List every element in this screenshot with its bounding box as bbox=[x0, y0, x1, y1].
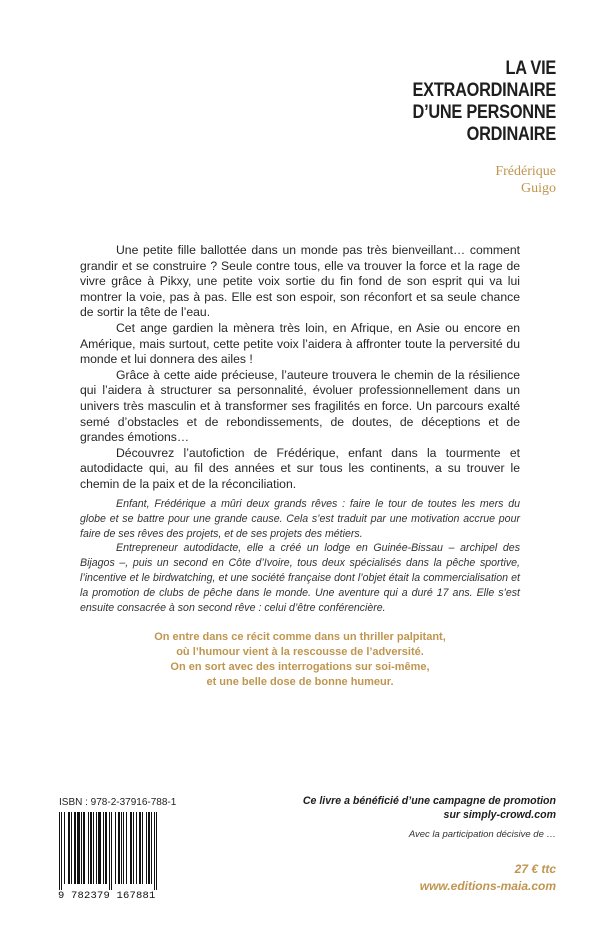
barcode-bar bbox=[151, 812, 152, 884]
barcode-bar bbox=[123, 812, 124, 884]
author-bio bbox=[80, 497, 520, 615]
barcode-bar bbox=[118, 812, 120, 884]
promo-line: Ce livre a bénéficié d’une campagne de promotion bbox=[302, 795, 556, 807]
bio-paragraph: Entrepreneur autodidacte, elle a créé un lodge en Guinée-Bissau – archipel des Bijagos –, puis un second en Côte d’Ivoire, tous deux spécialisés dans la pêche sportive, l’incentive et le birdwatching, et une société française dont l’objet était la commercialisation et la promotion de clubs de pêche dans le monde. Une aventure qui a duré 17 ans. Elle s’est ensuite consacrée à son second rêve : celui d’être conférencière. bbox=[80, 542, 520, 614]
isbn-label: ISBN : 978-2-37916-788-1 bbox=[59, 797, 177, 808]
barcode-bar bbox=[74, 812, 76, 884]
summary-paragraph: Une petite fille ballottée dans un monde pas très bienveillant… comment grandir et se construire ? Seule contre tous, elle va trouver la force et la rage de vivre grâce à Pikxy, une petite voix sortie du fin fond de son esprit qui va lui montrer la voie, pas à pas. Elle est son espoir, son réconfort et sa seule chance de sortir la tête de l’eau. bbox=[80, 243, 520, 320]
barcode-bar bbox=[83, 812, 85, 884]
promo-note bbox=[256, 794, 556, 822]
barcode-bar bbox=[81, 812, 82, 884]
barcode-bar bbox=[133, 812, 134, 884]
quote-line: On en sort avec des interrogations sur soi-même, bbox=[170, 661, 430, 673]
participation-note: Avec la participation décisive de … bbox=[408, 829, 556, 840]
title-line: D’UNE PERSONNE bbox=[412, 102, 556, 123]
barcode-bar bbox=[68, 812, 70, 884]
summary-text bbox=[80, 243, 520, 493]
title-line: ORDINAIRE bbox=[466, 124, 556, 145]
barcode-image bbox=[58, 812, 168, 890]
barcode-bar bbox=[111, 812, 112, 890]
publisher-website: www.editions-maia.com bbox=[419, 879, 556, 893]
barcode-bar bbox=[142, 812, 143, 884]
title-line: EXTRAORDINAIRE bbox=[412, 80, 556, 101]
summary-paragraph: Cet ange gardien la mènera très loin, en Afrique, en Asie ou encore en Amérique, mais surtout, cette petite voix l’aidera à affronter toute la perversité du monde et lui donnera des ailes ! bbox=[80, 320, 520, 367]
title-line: LA VIE bbox=[505, 58, 556, 79]
pull-quote bbox=[80, 630, 520, 690]
barcode-bars bbox=[58, 812, 168, 890]
barcode-bar bbox=[98, 812, 101, 884]
barcode-bar bbox=[103, 812, 104, 884]
barcode-bar bbox=[126, 812, 127, 884]
quote-line: On entre dans ce récit comme dans un thriller palpitant, bbox=[154, 631, 446, 643]
barcode-bar bbox=[121, 812, 122, 884]
promo-line: sur simply-crowd.com bbox=[443, 809, 556, 821]
barcode-bar bbox=[136, 812, 137, 884]
bio-paragraph: Enfant, Frédérique a mûri deux grands rêves : faire le tour de toutes les mers du globe et se battre pour une grande cause. Cela s’est traduit par une motivation accrue pour faire de ses rêves des projets, et de ses projets des métiers. bbox=[80, 498, 520, 540]
barcode-bar bbox=[96, 812, 97, 884]
author-name bbox=[356, 163, 556, 197]
barcode-bar bbox=[59, 812, 60, 890]
barcode-bar bbox=[90, 812, 92, 884]
barcode-bar bbox=[139, 812, 141, 884]
barcode-bar bbox=[64, 812, 65, 884]
barcode-bar bbox=[77, 812, 80, 884]
barcode-bar bbox=[156, 812, 157, 890]
barcode-bar bbox=[115, 812, 116, 884]
barcode-bar bbox=[146, 812, 147, 884]
price-label: 27 € ttc bbox=[514, 862, 556, 876]
barcode-digits: 9 782379 167881 bbox=[58, 890, 156, 902]
barcode-bar bbox=[109, 812, 110, 890]
barcode-bar bbox=[88, 812, 89, 884]
barcode-bar bbox=[61, 812, 62, 890]
barcode-bar bbox=[148, 812, 150, 884]
barcode-bar bbox=[130, 812, 132, 884]
summary-paragraph: Grâce à cette aide précieuse, l’auteure trouvera le chemin de la résilience qui l’aidera à structurer sa personnalité, évoluer professionnellement dans un univers très masculin et à transformer ses fragilités en force. Un parcours exalté semé d’obstacles et de rebondissements, de doutes, de déceptions et de grandes émotions… bbox=[80, 367, 520, 445]
summary-paragraph: Découvrez l’autofiction de Frédérique, enfant dans la tourmente et autodidacte qui, au fil des années et sur tous les continents, a su trouver le chemin de la paix et de la réconciliation. bbox=[80, 445, 520, 491]
author-last-name: Guigo bbox=[521, 181, 556, 196]
barcode-bar bbox=[71, 812, 72, 884]
barcode-bar bbox=[154, 812, 155, 890]
book-title bbox=[264, 58, 556, 146]
author-first-name: Frédérique bbox=[495, 164, 556, 179]
barcode-bar bbox=[93, 812, 94, 884]
quote-line: où l’humour vient à la rescousse de l’adversité. bbox=[176, 646, 424, 658]
barcode-bar bbox=[105, 812, 107, 884]
quote-line: et une belle dose de bonne humeur. bbox=[206, 676, 394, 688]
